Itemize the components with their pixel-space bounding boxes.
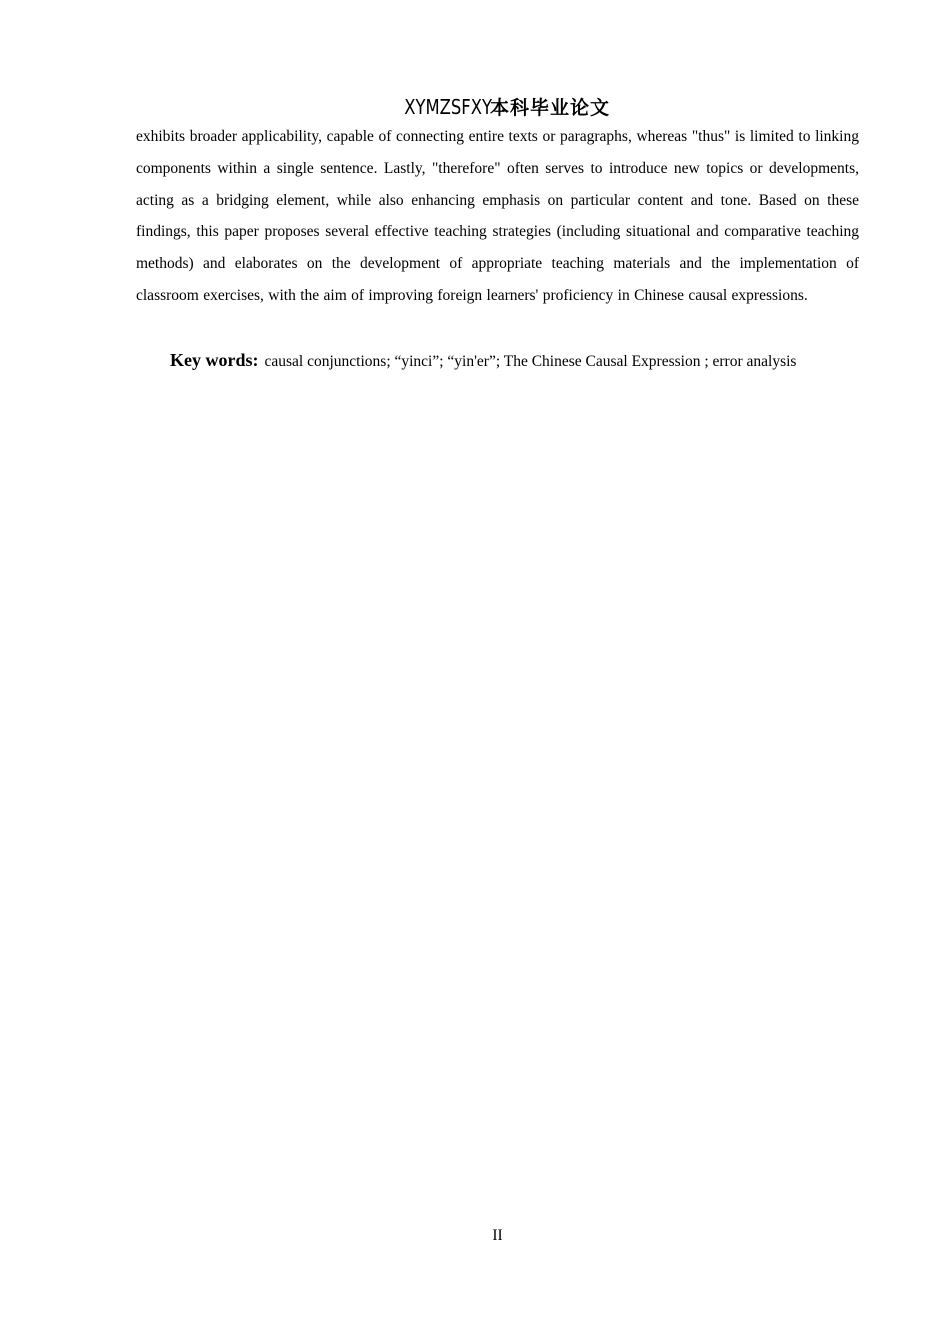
header-thesis-type: 本科毕业论文	[489, 97, 610, 119]
keywords-label: Key words:	[170, 350, 259, 370]
header-school-code: XYMZSFXY	[404, 95, 492, 119]
keywords-list: causal conjunctions; “yinci”; “yin'er”; The Chinese Causal Expression ; error analysis	[264, 353, 797, 370]
abstract-paragraph: exhibits broader applicability, capable of connecting entire texts or paragraphs, whereas "thus" is limited to linking components within a single sentence. Lastly, "therefore" often serves to introduce new topics or developments, acting as a bridging element, while also enhancing emphasis on particular content and tone. Based on these findings, this paper proposes several effective teaching strategies (including situational and comparative teaching methods) and elaborates on the development of appropriate teaching materials and the implementation of classroom exercises, with the aim of improving foreign learners' proficiency in Chinese causal expressions.	[136, 128, 859, 304]
page-number: II	[492, 1227, 503, 1244]
keywords-paragraph	[136, 345, 859, 378]
running-header	[136, 93, 859, 122]
